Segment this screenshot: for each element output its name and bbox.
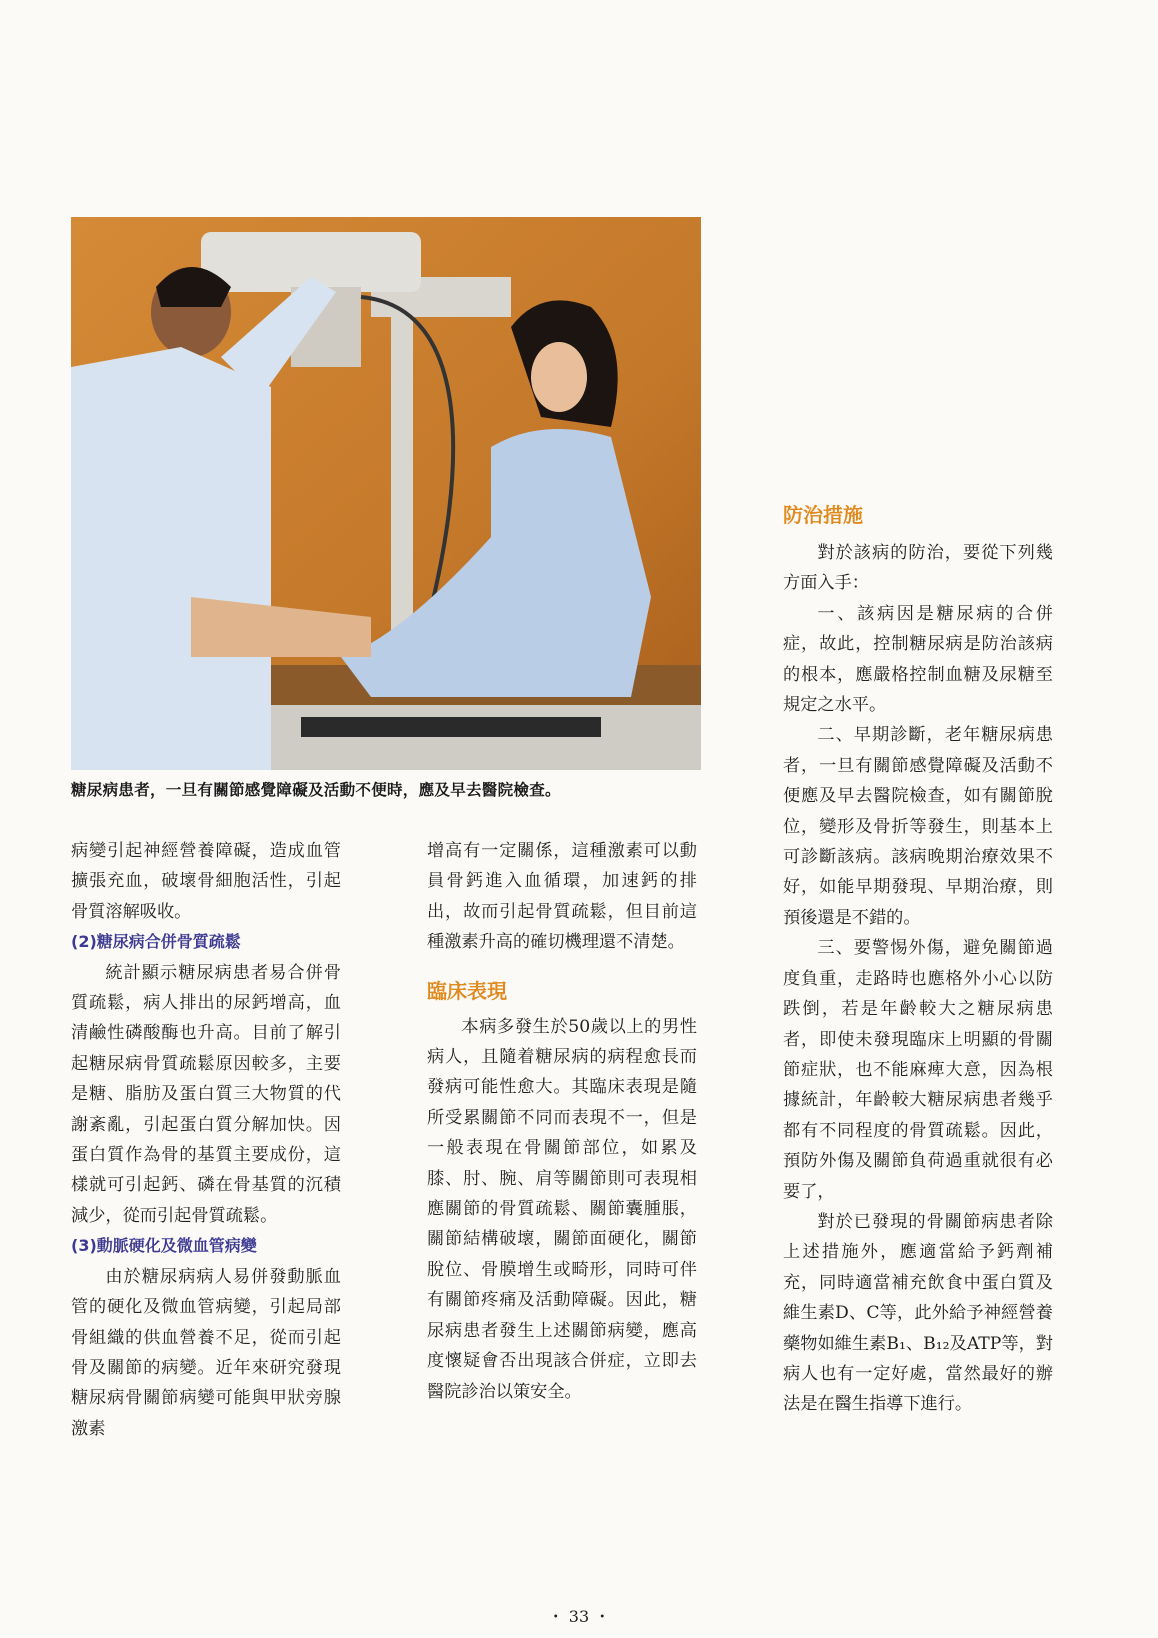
text-column-1	[71, 836, 341, 1444]
section-title-clinical: 臨床表現	[427, 978, 507, 1003]
x-ray-exam-photo	[71, 217, 701, 770]
photo-caption: 糖尿病患者，一旦有關節感覺障礙及活動不便時，應及早去醫院檢查。	[71, 781, 561, 799]
photo-illustration	[71, 217, 701, 770]
paragraph-continuation: 病變引起神經營養障礙，造成血管擴張充血，破壞骨細胞活性，引起骨質溶解吸收。	[71, 841, 341, 922]
subheading-osteoporosis: (2)糖尿病合併骨質疏鬆	[71, 932, 241, 952]
paragraph-item-1: 一、該病因是糖尿病的合併症，故此，控制糖尿病是防治該病的根本，應嚴格控制血糖及尿糖至規定之水平。	[783, 603, 1053, 716]
paragraph-item-2: 二、早期診斷，老年糖尿病患者，一旦有關節感覺障礙及活動不便應及早去醫院檢查，如有關節脫位，變形及骨折等發生，則基本上可診斷該病。該病晚期治療效果不好，如能早期發現、早期治療，則預後還是不錯的。	[783, 725, 1053, 928]
paragraph-vascular: 由於糖尿病病人易併發動脈血管的硬化及微血管病變，引起局部骨組織的供血營養不足，從而引起骨及關節的病變。近年來研究發現糖尿病骨關節病變可能與甲狀旁腺激素	[71, 1266, 341, 1439]
section-title-prevention: 防治措施	[783, 503, 863, 527]
paragraph-osteoporosis: 統計顯示糖尿病患者易合併骨質疏鬆，病人排出的尿鈣增高，血清鹼性磷酸酶也升高。目前了解引起糖尿病骨質疏鬆原因較多，主要是糖、脂肪及蛋白質三大物質的代謝紊亂，引起蛋白質分解加快。因蛋白質作為骨的基質主要成份，這樣就可引起鈣、磷在骨基質的沉積減少，從而引起骨質疏鬆。	[71, 962, 341, 1226]
paragraph-clinical: 本病多發生於50歲以上的男性病人，且隨着糖尿病的病程愈長而發病可能性愈大。其臨床表現是隨所受累關節不同而表現不一，但是一般表現在骨關節部位，如累及膝、肘、腕、肩等關節則可表現相應關節的骨質疏鬆、關節囊腫脹，關節結構破壞，關節面硬化，關節脫位、骨膜增生或畸形，同時可伴有關節疼痛及活動障礙。因此，糖尿病患者發生上述關節病變，應高度懷疑會否出現該合併症，立即去醫院診治以策安全。	[427, 1016, 697, 1402]
paragraph-final: 對於已發現的骨關節病患者除上述措施外，應適當給予鈣劑補充，同時適當補充飲食中蛋白質及維生素D、C等，此外給予神經營養藥物如維生素B₁、B₁₂及ATP等，對病人也有一定好處，當然最好的辦法是在醫生指導下進行。	[783, 1211, 1053, 1415]
paragraph-continuation-2: 增高有一定關係，這種激素可以動員骨鈣進入血循環，加速鈣的排出，故而引起骨質疏鬆，但目前這種激素升高的確切機理還不清楚。	[427, 841, 697, 953]
text-column-2	[427, 836, 697, 1407]
paragraph-item-3: 三、要警惕外傷，避免關節過度負重，走路時也應格外小心以防跌倒，若是年齡較大之糖尿病患者，即使未發現臨床上明顯的骨關節症狀，也不能麻痺大意，因為根據統計，年齡較大糖尿病患者幾乎都有不同程度的骨質疏鬆。因此，預防外傷及關節負荷過重就很有必要了，	[783, 938, 1053, 1202]
subheading-vascular: (3)動脈硬化及微血管病變	[71, 1236, 257, 1256]
text-column-3	[783, 500, 1053, 1420]
paragraph-intro: 對於該病的防治，要從下列幾方面入手：	[783, 543, 1053, 594]
page-number: ・ 33 ・	[547, 1607, 611, 1626]
